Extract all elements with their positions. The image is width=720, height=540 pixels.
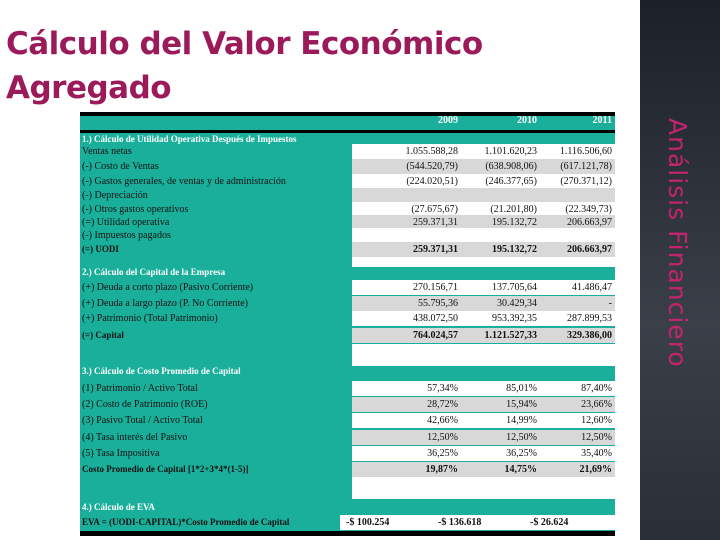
spacer <box>352 344 615 366</box>
year-header: 2009 <box>438 115 458 126</box>
row-values <box>340 515 615 530</box>
row-value: 35,40% <box>581 448 612 459</box>
table-row <box>80 328 615 343</box>
row-label: (-) Costo de Ventas <box>82 161 159 172</box>
row-value: 36,25% <box>427 448 458 459</box>
table-row <box>80 174 615 189</box>
section-title: 2.) Cálculo del Capital de la Empresa <box>82 267 226 277</box>
row-label: Costo Promedio de Capital [1*2+3*4*(1-5)] <box>82 464 249 474</box>
row-values <box>352 381 615 396</box>
row-value: 23,66% <box>581 399 612 410</box>
row-value: (224.020,51) <box>406 176 458 187</box>
row-label: (1) Patrimonio / Activo Total <box>82 383 198 394</box>
table-row <box>80 242 615 257</box>
row-value: 30.429,34 <box>497 298 537 309</box>
row-value: 19,87% <box>425 464 458 475</box>
row-value: 14,99% <box>506 415 537 426</box>
row-value: 206.663,97 <box>567 217 612 228</box>
table-row <box>80 296 615 311</box>
row-label: Ventas netas <box>82 146 132 157</box>
row-value: 259.371,31 <box>413 244 458 255</box>
row-value: (246.377,65) <box>485 176 537 187</box>
row-value: (638.908,06) <box>485 161 537 172</box>
row-value: -$ 100.254 <box>346 517 390 528</box>
table-row <box>80 413 615 428</box>
row-values <box>352 144 615 159</box>
row-value: (544.520,79) <box>406 161 458 172</box>
row-value: 764.024,57 <box>413 330 458 341</box>
row-value: 15,94% <box>506 399 537 410</box>
row-value: 259.371,31 <box>413 217 458 228</box>
row-label: (+) Deuda a corto plazo (Pasivo Corriente) <box>82 282 254 293</box>
divider <box>80 531 615 536</box>
row-label: (5) Tasa Impositiva <box>82 448 160 459</box>
row-label: (-) Depreciación <box>82 190 148 201</box>
row-value: 28,72% <box>427 399 458 410</box>
table-row <box>80 159 615 174</box>
row-label: (=) UODI <box>82 244 119 254</box>
row-value: (617.121,78) <box>560 161 612 172</box>
row-value: 195.132,72 <box>492 244 537 255</box>
row-value: (22.349,73) <box>565 204 612 215</box>
row-value: 87,40% <box>581 383 612 394</box>
eva-table <box>80 112 615 536</box>
year-header: 2010 <box>517 115 537 126</box>
divider <box>80 130 615 133</box>
row-values <box>352 228 615 243</box>
row-value: 12,50% <box>427 432 458 443</box>
row-value: 438.072,50 <box>413 313 458 324</box>
row-values <box>352 430 615 445</box>
row-value: 85,01% <box>506 383 537 394</box>
spacer <box>352 257 615 267</box>
row-value: 270.156,71 <box>413 282 458 293</box>
row-value: -$ 136.618 <box>438 517 482 528</box>
row-label: (4) Tasa interés del Pasivo <box>82 432 188 443</box>
row-label: EVA = (UODI-CAPITAL)*Costo Promedio de Capital <box>82 517 290 527</box>
row-value: (270.371,12) <box>560 176 612 187</box>
table-row <box>80 381 615 396</box>
row-values <box>352 242 615 257</box>
side-title: Análisis Financiero <box>663 118 692 368</box>
row-label: (+) Patrimonio (Total Patrimonio) <box>82 313 218 324</box>
row-label: (-) Otros gastos operativos <box>82 204 189 215</box>
row-value: 953.392,35 <box>492 313 537 324</box>
row-value: 42,66% <box>427 415 458 426</box>
row-values <box>352 159 615 174</box>
table-row <box>80 430 615 445</box>
spacer <box>352 477 615 499</box>
row-value: 14,75% <box>504 464 537 475</box>
row-label: (-) Impuestos pagados <box>82 230 171 241</box>
side-panel <box>640 0 720 540</box>
row-value: (27.675,67) <box>411 204 458 215</box>
row-value: 206.663,97 <box>567 244 612 255</box>
row-label: (2) Costo de Patrimonio (ROE) <box>82 399 208 410</box>
section-title: 4.) Cálculo de EVA <box>82 502 155 512</box>
table-row <box>80 144 615 159</box>
table-row <box>80 311 615 326</box>
row-value: 12,50% <box>506 432 537 443</box>
row-value: 1.121.527,33 <box>484 330 537 341</box>
table-row <box>80 188 615 203</box>
row-value: 41.486,47 <box>572 282 612 293</box>
row-label: (=) Capital <box>82 330 124 340</box>
row-value: 1.055.588,28 <box>405 146 458 157</box>
row-value: 195.132,72 <box>492 217 537 228</box>
row-value: - <box>608 298 612 309</box>
row-value: 36,25% <box>506 448 537 459</box>
year-header: 2011 <box>592 115 612 126</box>
row-label: (3) Pasivo Total / Activo Total <box>82 415 203 426</box>
row-value: 1.116.506,60 <box>559 146 612 157</box>
row-value: 287.899,53 <box>567 313 612 324</box>
row-label: (-) Gastos generales, de ventas y de administración <box>82 176 286 187</box>
row-label: (+) Deuda a largo plazo (P. No Corriente) <box>82 298 248 309</box>
row-values <box>352 311 615 326</box>
row-value: 57,34% <box>427 383 458 394</box>
table-row <box>80 462 615 477</box>
row-values <box>352 188 615 203</box>
row-values <box>352 296 615 311</box>
row-value: 21,69% <box>579 464 612 475</box>
row-value: -$ 26.624 <box>530 517 569 528</box>
row-values <box>352 397 615 412</box>
table-row <box>80 446 615 461</box>
section-title: 3.) Cálculo de Costo Promedio de Capital <box>82 366 241 376</box>
table-row <box>80 280 615 295</box>
row-value: 137.705,64 <box>492 282 537 293</box>
row-value: 55.795,36 <box>418 298 458 309</box>
table-row <box>80 397 615 412</box>
row-value: 1.101.620,23 <box>484 146 537 157</box>
section-title: 1.) Cálculo de Utilidad Operativa Después de Impuestos <box>82 134 297 144</box>
row-values <box>352 446 615 461</box>
row-values <box>352 328 615 343</box>
table-row <box>80 515 615 530</box>
row-values <box>352 462 615 477</box>
page-title: Cálculo del Valor Económico Agregado <box>6 26 483 106</box>
row-values <box>352 174 615 189</box>
table-row <box>80 228 615 243</box>
row-value: 12,50% <box>581 432 612 443</box>
row-values <box>352 280 615 295</box>
row-value: (21.201,80) <box>490 204 537 215</box>
row-value: 329.386,00 <box>567 330 612 341</box>
row-label: (=) Utilidad operativa <box>82 217 170 228</box>
row-values <box>352 413 615 428</box>
row-value: 12,60% <box>581 415 612 426</box>
